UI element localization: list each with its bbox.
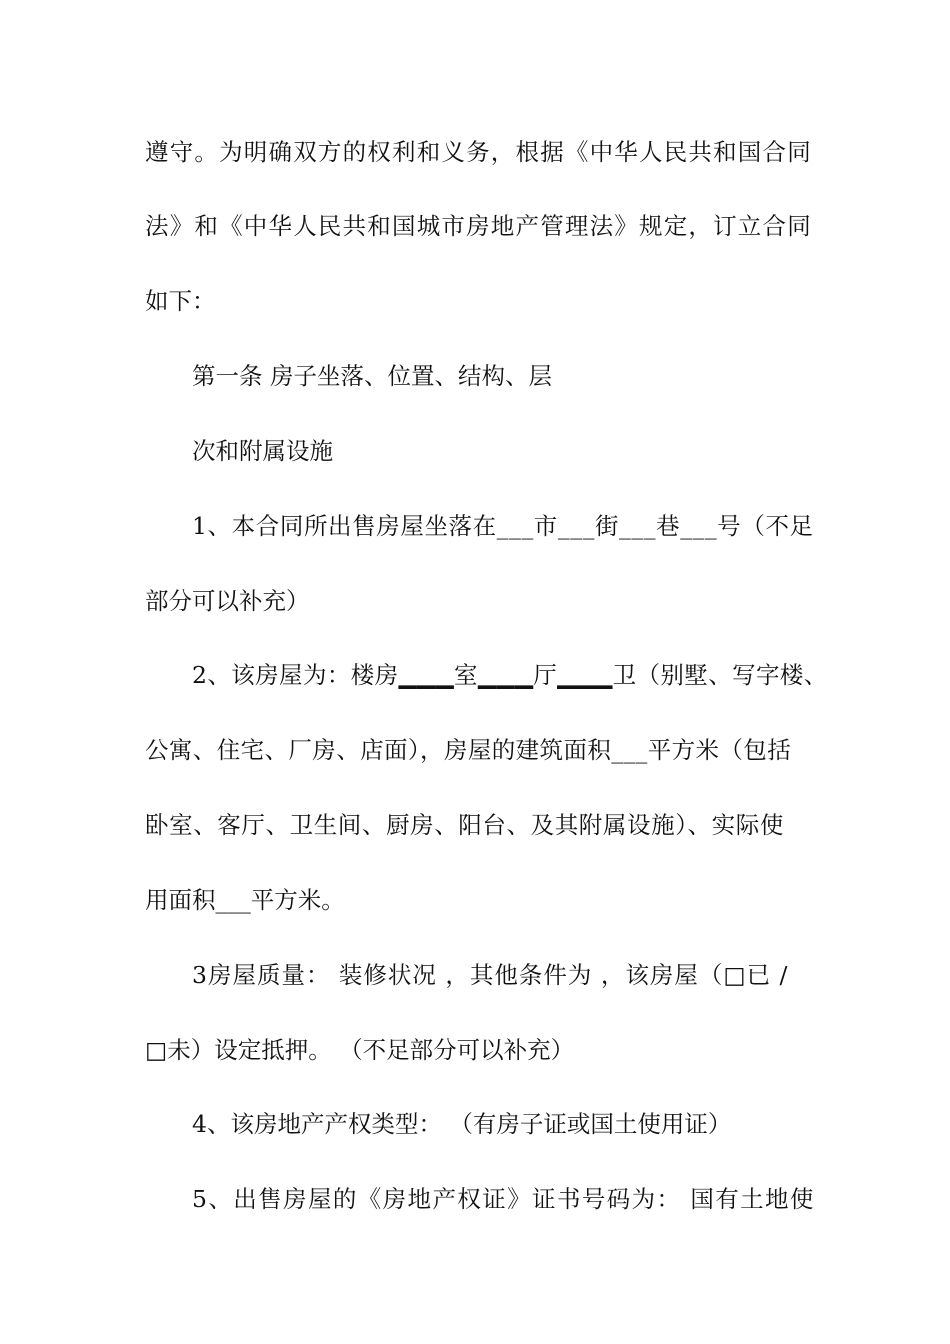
text-line: 如下：	[145, 287, 216, 315]
article-heading-continued: 次和附属设施	[192, 437, 333, 465]
text-line: 遵守。为明确双方的权利和义务，根据《中华人民共和国合同	[145, 138, 812, 166]
text-line: 法》和《中华人民共和国城市房地产管理法》规定，订立合同	[145, 212, 812, 240]
clause-1: 1、本合同所出售房屋坐落在___市___街___巷___号（不足	[192, 512, 814, 540]
text-line: □未）设定抵押。 （不足部分可以补充）	[145, 1036, 575, 1064]
clause-3: 3房屋质量： 装修状况 ，其他条件为 ，该房屋（□已 /	[192, 961, 789, 989]
text-line: 卧室、客厅、卫生间、厨房、阳台、及其附属设施）、实际使	[145, 811, 784, 839]
text-line: 用面积___平方米。	[145, 886, 345, 914]
clause-4: 4、该房地产产权类型： （有房子证或国土使用证）	[192, 1110, 732, 1138]
text-line: 部分可以补充）	[145, 587, 310, 615]
article-heading: 第一条 房子坐落、位置、结构、层	[192, 362, 552, 390]
clause-5: 5、出售房屋的《房地产权证》证书号码为： 国有土地使	[192, 1185, 815, 1213]
clause-2: 2、该房屋为：楼房▁▁▁室▁▁▁厅▁▁▁卫（别墅、写字楼、	[192, 661, 828, 689]
text-line: 公寓、住宅、厂房、店面），房屋的建筑面积___平方米（包括	[145, 736, 792, 764]
